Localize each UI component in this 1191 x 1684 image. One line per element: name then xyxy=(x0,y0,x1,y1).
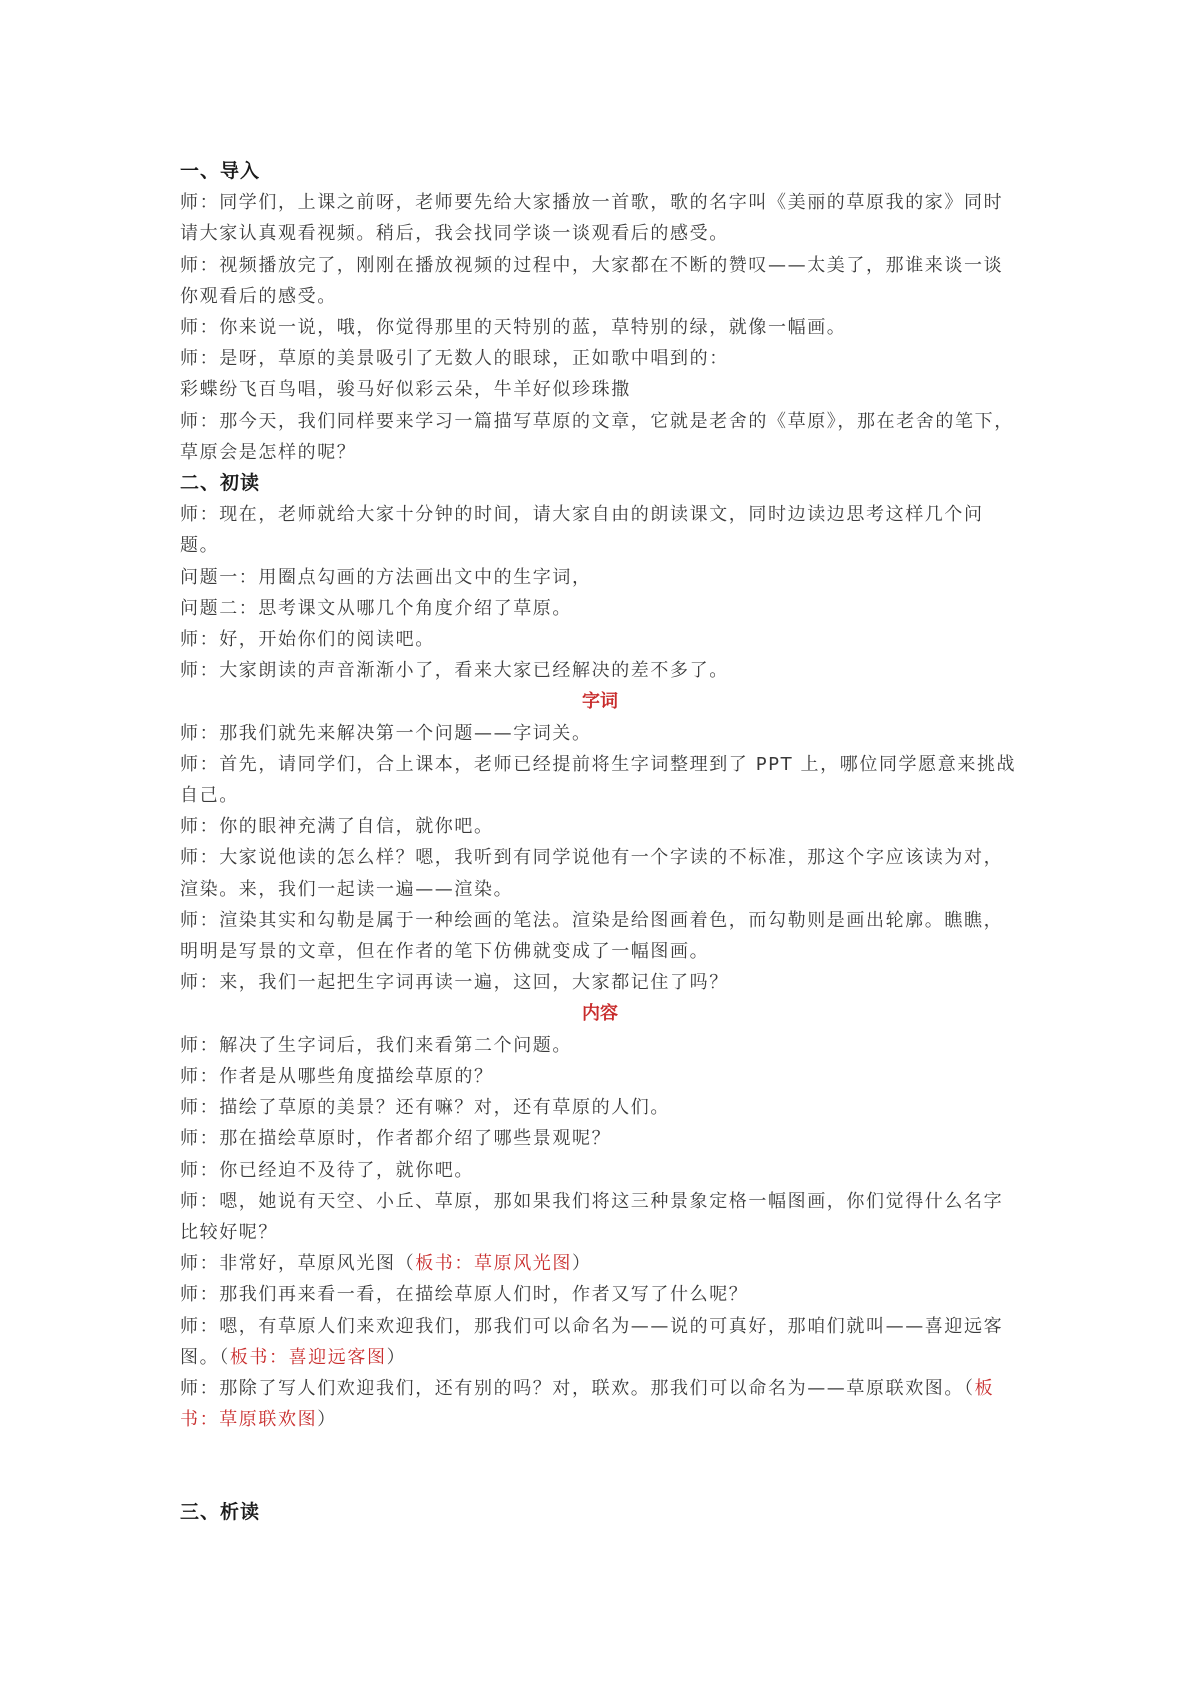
question-two: 问题二：思考课文从哪几个角度介绍了草原。 xyxy=(180,597,572,619)
paragraph-text: ） xyxy=(386,1346,407,1368)
board-note: 板书：草原风光图 xyxy=(415,1253,573,1275)
paragraph-text: ） xyxy=(317,1409,337,1431)
paragraph: 师：你已经迫不及待了，就你吧。 xyxy=(180,1159,474,1181)
paragraph: 师：渲染其实和勾勒是属于一种绘画的笔法。渲染是给图画着色，而勾勒则是画出轮廓。瞧瞧，明明是写景的文章，但在作者的笔下仿佛就变成了一幅图画。 xyxy=(180,909,1004,963)
paragraph: 师：那今天，我们同样要来学习一篇描写草原的文章，它就是老舍的《草原》，那在老舍的笔下，草原会是怎样的呢？ xyxy=(180,410,1014,463)
paragraph: 师：解决了生字词后，我们来看第二个问题。 xyxy=(180,1034,572,1056)
section-heading-intro: 一、导入 xyxy=(180,160,261,182)
paragraph-text: 师：嗯，有草原人们来欢迎我们，那我们可以命名为——说的可真好，那咱们就叫——喜迎远客图。（ xyxy=(180,1315,1004,1368)
paragraph-with-board-note xyxy=(180,1311,1020,1373)
paragraph: 师：那我们再来看一看，在描绘草原人们时，作者又写了什么呢？ xyxy=(180,1284,749,1306)
paragraph-with-board-note xyxy=(180,1248,1020,1279)
board-note: 板书：草原联欢图 xyxy=(180,1377,995,1431)
question-one: 问题一：用圈点勾画的方法画出文中的生字词， xyxy=(180,566,592,588)
paragraph: 师：嗯，她说有天空、小丘、草原，那如果我们将这三种景象定格一幅图画，你们觉得什么名字比较好呢？ xyxy=(180,1190,1004,1243)
paragraph: 师：那我们就先来解决第一个问题——字词关。 xyxy=(180,722,592,744)
subheading-vocabulary: 字词 xyxy=(582,691,618,713)
section-heading-analysis: 三、析读 xyxy=(180,1501,261,1524)
paragraph: 师：你来说一说，哦，你觉得那里的天特别的蓝，草特别的绿，就像一幅画。 xyxy=(180,317,847,339)
spacer xyxy=(180,1435,1020,1497)
paragraph-text: 师：非常好，草原风光图（ xyxy=(180,1253,416,1275)
paragraph: 师：好，开始你们的阅读吧。 xyxy=(180,629,435,651)
paragraph: 师：是呀，草原的美景吸引了无数人的眼球，正如歌中唱到的： xyxy=(180,348,729,370)
board-note: 板书：喜迎远客图 xyxy=(229,1346,387,1368)
song-lyric-line: 彩蝶纷飞百鸟唱，骏马好似彩云朵，牛羊好似珍珠撒 xyxy=(180,379,631,401)
paragraph: 师：那在描绘草原时，作者都介绍了哪些景观呢？ xyxy=(180,1128,612,1150)
paragraph-text: 师：那除了写人们欢迎我们，还有别的吗？对，联欢。那我们可以命名为——草原联欢图。（ xyxy=(180,1377,975,1399)
paragraph: 师：大家说他读的怎么样？嗯，我听到有同学说他有一个字读的不标准，那这个字应该读为对，渲染。来，我们一起读一遍——渲染。 xyxy=(180,847,1004,900)
paragraph: 师：来，我们一起把生字词再读一遍，这回，大家都记住了吗？ xyxy=(180,972,729,994)
paragraph: 师：大家朗读的声音渐渐小了，看来大家已经解决的差不多了。 xyxy=(180,660,729,682)
paragraph: 师：描绘了草原的美景？还有嘛？对，还有草原的人们。 xyxy=(180,1097,670,1119)
section-heading-first-reading: 二、初读 xyxy=(180,472,261,495)
paragraph: 师：首先，请同学们，合上课本，老师已经提前将生字词整理到了 PPT 上，哪位同学愿意来挑战自己。 xyxy=(180,753,1017,807)
paragraph: 师：同学们，上课之前呀，老师要先给大家播放一首歌，歌的名字叫《美丽的草原我的家》同时请大家认真观看视频。稍后，我会找同学谈一谈观看后的感受。 xyxy=(180,192,1004,245)
paragraph-text: ） xyxy=(572,1253,592,1275)
document-body xyxy=(180,156,1020,1529)
paragraph: 师：你的眼神充满了自信，就你吧。 xyxy=(180,816,494,838)
paragraph: 师：现在，老师就给大家十分钟的时间，请大家自由的朗读课文，同时边读边思考这样几个问题。 xyxy=(180,504,984,557)
subheading-content: 内容 xyxy=(582,1003,618,1025)
paragraph: 师：视频播放完了，刚刚在播放视频的过程中，大家都在不断的赞叹——太美了，那谁来谈一谈你观看后的感受。 xyxy=(180,254,1004,307)
paragraph: 师：作者是从哪些角度描绘草原的？ xyxy=(180,1065,494,1087)
paragraph-with-board-note xyxy=(180,1373,1020,1435)
